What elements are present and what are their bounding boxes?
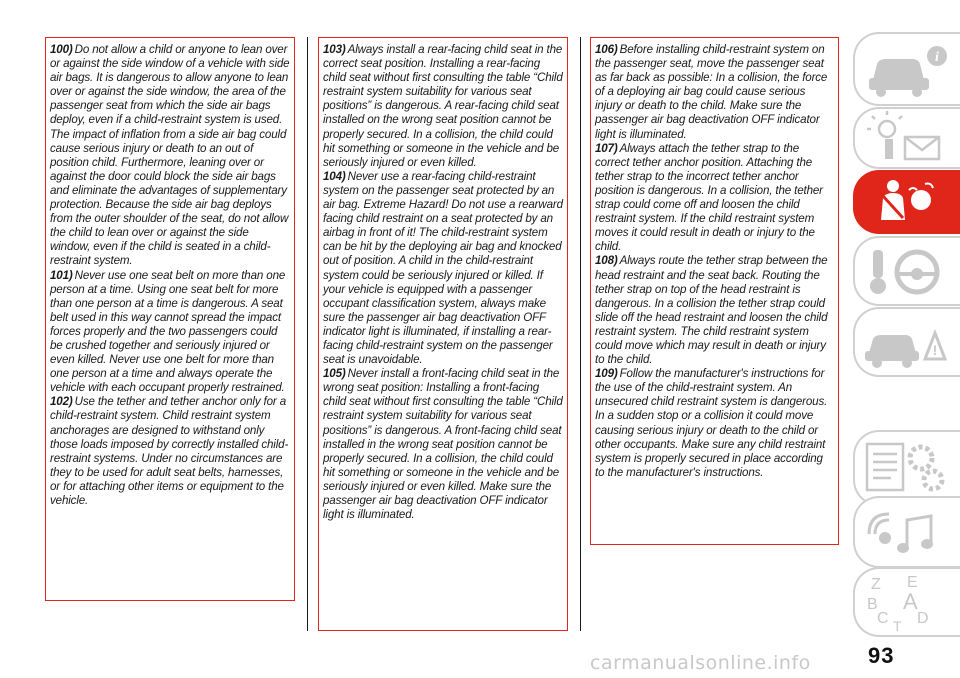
svg-text:i: i: [935, 50, 939, 65]
warning-number: 107): [595, 141, 618, 155]
warning-text: Always route the tether strap between the head restraint and the seat back. Routing the tether strap on top of the head restraint is dangerous. In a collision the tether strap could slide off the head restraint and loosen the child restraint system. The child restraint system could move which may result in death or injury to the child.: [595, 254, 828, 367]
warnings-column-2: [318, 37, 568, 631]
warning-text: Before installing child-restraint system on the passenger seat, move the passenger seat as far back as possible: In a collision, the force of a deploying air bag could cause serious injury or death to the child. Make sure the passenger air bag deactivation OFF indicator light is illuminated.: [595, 43, 828, 141]
warning-item: [595, 254, 834, 367]
index-letter: B: [867, 596, 878, 613]
sidebar-tab-multimedia[interactable]: [853, 496, 960, 568]
warning-number: 102): [50, 395, 73, 409]
maintenance-gears-icon: [855, 432, 960, 504]
page-number: 93: [868, 643, 895, 668]
warning-number: 100): [50, 43, 73, 56]
key-steering-wheel-icon: [855, 238, 960, 304]
index-letter: C: [877, 610, 889, 627]
warning-item: [323, 170, 563, 367]
warning-text: Always install a rear-facing child seat in the correct seat position. Installing a rear-facing child seat without first consulting the table “Child restraint system suitability for various seat positions” is dangerous. A rear-facing child seat installed on the wrong seat position cannot be properly secured. In a collision, the child could hit something or someone in the vehicle and be seriously injured or even killed.: [323, 43, 563, 169]
warning-item: [595, 43, 834, 142]
warning-number: 106): [595, 43, 618, 56]
sidebar-tab-starting-driving[interactable]: [853, 236, 960, 306]
warnings-column-1: [45, 37, 295, 601]
index-letter: A: [903, 589, 918, 614]
watermark: carmanualsonline.info: [590, 652, 811, 674]
warning-item: [323, 43, 563, 170]
sidebar-tab-maintenance[interactable]: [853, 430, 960, 506]
sidebar-tab-car-info[interactable]: [853, 32, 960, 106]
sidebar-tab-index[interactable]: [853, 567, 960, 637]
warning-item: [323, 367, 563, 522]
warning-number: 105): [323, 367, 346, 381]
warning-item: [50, 269, 290, 396]
sidebar-tab-warning-lights[interactable]: [853, 107, 960, 169]
warning-item: [595, 367, 834, 480]
index-letter: Z: [871, 576, 881, 593]
warning-text: Always attach the tether strap to the correct tether anchor position. Attaching the tether strap to the incorrect tether anchor position is dangerous. In a collision, the tether strap could come off and loosen the child restraint system. If the child restraint system moves it could result in death or injury to the child.: [595, 141, 823, 254]
alphabetical-index-icon: [855, 569, 960, 635]
warning-number: 109): [595, 367, 618, 381]
sidebar-tab-emergency[interactable]: [853, 307, 960, 377]
warning-number: 103): [323, 43, 346, 56]
index-letter: T: [893, 618, 902, 634]
warning-item: [50, 43, 290, 269]
svg-text:!: !: [932, 342, 938, 358]
warning-item: [50, 395, 290, 508]
seatbelt-airbag-safety-icon: [853, 170, 960, 234]
warning-text: Never use one seat belt on more than one person at a time. Using one seat belt for more than one person at a time is dangerous. A seat belt used in this way cannot spread the impact forces properly and the two passengers could be crushed together and seriously injured or even killed. Never use one belt for more than one person at a time and always operate the vehicle with each occupant properly restrained.: [50, 268, 286, 395]
warning-text: Never install a front-facing child seat in the wrong seat position: Installing a front-facing child seat without first consulting the table “Child restraint system suitability for various seat positions” is dangerous. A front-facing child seat installed in the wrong seat position cannot be properly secured. In a collision, the child could hit something or someone in the vehicle and be seriously injured or even killed. Make sure the passenger air bag deactivation OFF indicator light is illuminated.: [323, 367, 563, 522]
warning-number: 108): [595, 254, 618, 268]
column-divider: [580, 37, 581, 631]
warning-number: 104): [323, 169, 346, 183]
warning-text: Follow the manufacturer's instructions for the use of the child-restraint system. An unsecured child restraint system is dangerous. In a sudden stop or a collision it could move causing serious injury or death to the child or other occupants. Make sure any child restraint system is properly secured in place according to the manufacturer's instructions.: [595, 367, 828, 479]
warnings-column-3: [590, 37, 839, 545]
warning-number: 101): [50, 268, 73, 282]
column-divider: [307, 37, 308, 631]
car-info-icon: [855, 34, 960, 104]
warning-text: Use the tether and tether anchor only for a child-restraint system. Child restraint system anchorages are designed to withstand only those loads imposed by correctly installed child-restraint systems. Under no circumstances are they to be used for adult seat belts, harnesses, or for attaching other items or equipment to the vehicle.: [50, 395, 289, 507]
multimedia-music-icon: [855, 498, 960, 566]
sidebar-tab-safety[interactable]: [853, 170, 960, 234]
warning-text: Never use a rear-facing child-restraint system on the passenger seat protected by an air bag. Extreme Hazard! Do not use a rearward facing child restraint on a seat protected by an airbag in front of it! The child-restraint system can be hit by the deploying air bag and knocked out of position. A child in the child-restraint system could be seriously injured or killed. If your vehicle is equipped with a passenger occupant classification system, always make sure the passenger air bag deactivation OFF indicator light is illuminated, if installing a rear-facing child-restraint system on the passenger seat is unavoidable.: [323, 169, 563, 367]
index-letter: E: [907, 574, 918, 591]
warning-item: [595, 142, 834, 255]
car-breakdown-icon: [855, 309, 960, 375]
warning-text: Do not allow a child or anyone to lean over or against the side window of a vehicle with side air bags. It is dangerous to allow anyone to lean over or against the side window, the area of the passenger seat from which the side air bags deploy, even if a child-restraint system is used. The impact of inflation from a side air bag could cause serious injury or death to an out of position child. Furthermore, leaning over or against the door could block the side air bags and eliminate the advantages of supplementary protection. Because the side air bag deploys from the outer shoulder of the seat, do not allow the child to lean over or against the side window, even if the child is seated in a child-restraint system.: [50, 43, 290, 268]
warning-lights-message-icon: [855, 109, 960, 167]
index-letter: D: [917, 610, 929, 627]
